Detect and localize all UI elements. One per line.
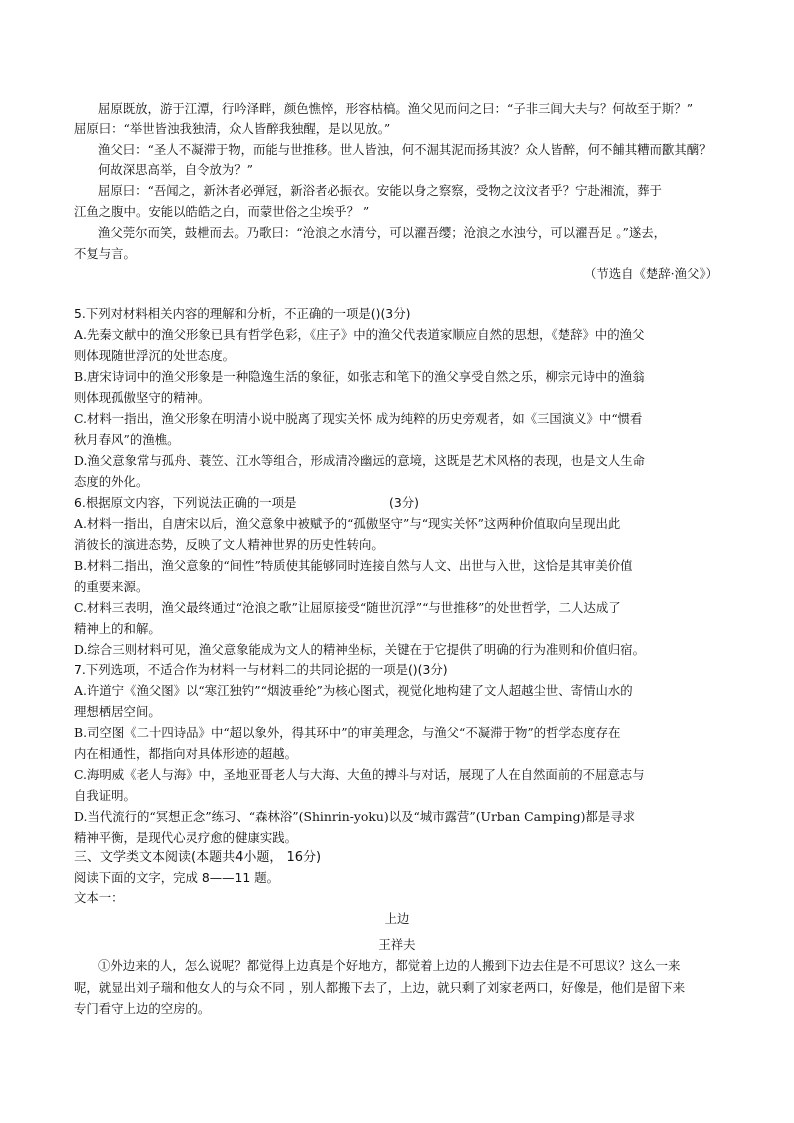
option-line: 消彼长的演进态势，反映了文人精神世界的历史性转向。	[74, 537, 384, 552]
option-line: 理想栖居空间。	[74, 704, 161, 719]
option-line: C.海明威《老人与海》中，圣地亚哥老人与大海、大鱼的搏斗与对话，展现了人在自然面前的不屈意志与	[74, 767, 645, 782]
option-line: D.综合三则材料可见，渔父意象能成为文人的精神坐标，关键在于它提供了明确的行为准则和价值归宿。	[74, 642, 646, 657]
option-line: 内在相通性，都指向对具体形迹的超越。	[74, 746, 298, 761]
text-label: 文本一：	[74, 890, 124, 905]
option-line: D.当代流行的“冥想正念”练习、“森林浴”(Shinrin-yoku)以及“城市露营”(Urban Camping)都是寻求	[74, 809, 635, 824]
option-line: 则体现孤傲坚守的精神。	[74, 390, 211, 405]
option-line: 精神平衡，是现代心灵疗愈的健康实践。	[74, 830, 298, 845]
passage-line: 屈原曰：“举世皆浊我独清，众人皆醉我独醒，是以见放。”	[74, 121, 391, 136]
option-line: 精神上的和解。	[74, 621, 161, 636]
passage-source: （节选自《楚辞·渔父》）	[583, 266, 718, 281]
question-stem: 5.下列对材料相关内容的理解和分析，不正确的一项是()(3分)	[74, 306, 411, 321]
question-score: (3分)	[389, 495, 419, 510]
option-line: 的重要来源。	[74, 579, 149, 594]
option-line: 自我证明。	[74, 788, 136, 803]
passage-line: 屈原既放，游于江潭，行吟泽畔，颜色憔悴，形容枯槁。渔父见而问之曰：“子非三闾大夫与？何故至于斯？”	[98, 101, 694, 116]
passage-line: 江鱼之腹中。安能以皓皓之白，而蒙世俗之尘埃乎？ ”	[74, 204, 370, 219]
option-line: A.材料一指出，自唐宋以后，渔父意象中被赋予的“孤傲坚守”与“现实关怀”这两种价值取向呈现出此	[74, 516, 621, 531]
option-line: 则体现随世浮沉的处世态度。	[74, 348, 236, 363]
question-stem: 6.根据原文内容，下列说法正确的一项是	[74, 495, 297, 510]
story-title: 上边	[384, 911, 410, 926]
passage-line: 不复与言。	[74, 246, 136, 261]
question-stem: 7.下列选项，不适合作为材料一与材料二的共同论据的一项是()(3分)	[74, 662, 448, 677]
option-line: B.材料二指出，渔父意象的“间性”特质使其能够同时连接自然与人文、出世与入世，这恰是其审美价值	[74, 558, 633, 573]
passage-line: 渔父曰：“圣人不凝滞于物，而能与世推移。世人皆浊，何不淈其泥而扬其波？众人皆醉，何不餔其糟而歠其醨？	[98, 142, 712, 157]
story-paragraph-line: ①外边来的人，怎么说呢？都觉得上边真是个好地方，都觉着上边的人搬到下边去住是不可思议？这么一来	[98, 958, 681, 973]
option-line: A.许道宁《渔父图》以“寒江独钓”“烟波垂纶”为核心图式，视觉化地构建了文人超越尘世、寄情山水的	[74, 683, 633, 698]
option-line: D.渔父意象常与孤舟、蓑笠、江水等组合，形成清冷幽远的意境，这既是艺术风格的表现，也是文人生命	[74, 453, 646, 468]
story-author: 王祥夫	[378, 937, 416, 952]
section-instruction: 阅读下面的文字，完成 8——11 题。	[74, 870, 279, 885]
passage-line: 屈原曰：“吾闻之，新沐者必弹冠，新浴者必振衣。安能以身之察察，受物之汶汶者乎？宁赴湘流，葬于	[98, 183, 662, 198]
option-line: B.司空图《二十四诗品》中“超以象外，得其环中”的审美理念，与渔父“不凝滞于物”的哲学态度存在	[74, 725, 621, 740]
option-line: 态度的外化。	[74, 474, 149, 489]
option-line: B.唐宋诗词中的渔父形象是一种隐逸生活的象征，如张志和笔下的渔父享受自然之乐，柳宗元诗中的渔翁	[74, 369, 645, 384]
passage-line: 何故深思高举，自令放为？”	[98, 162, 254, 177]
option-line: 秋月春风”的渔樵。	[74, 432, 180, 447]
option-line: C.材料一指出，渔父形象在明清小说中脱离了现实关怀 成为纯粹的历史旁观者，如《三国演义》中“惯看	[74, 411, 643, 426]
story-paragraph-line: 呢，就显出刘子瑞和他女人的与众不同 ，别人都搬下去了，上边，就只剩了刘家老两口，好像是，他们是留下来	[74, 980, 686, 995]
passage-line: 渔父莞尔而笑，鼓枻而去。乃歌曰：“沧浪之水清兮，可以濯吾缨；沧浪之水浊兮，可以濯吾足 。”遂去，	[98, 225, 666, 240]
story-paragraph-line: 专门看守上边的空房的。	[74, 1001, 211, 1016]
section-heading: 三、文学类文本阅读(本题共4小题， 16分)	[74, 850, 322, 865]
option-line: A.先秦文献中的渔父形象已具有哲学色彩，《庄子》中的渔父代表道家顺应自然的思想，《楚辞》中的渔父	[74, 327, 645, 342]
option-line: C.材料三表明，渔父最终通过“沧浪之歌”让屈原接受“随世沉浮”“与世推移”的处世哲学，二人达成了	[74, 600, 621, 615]
